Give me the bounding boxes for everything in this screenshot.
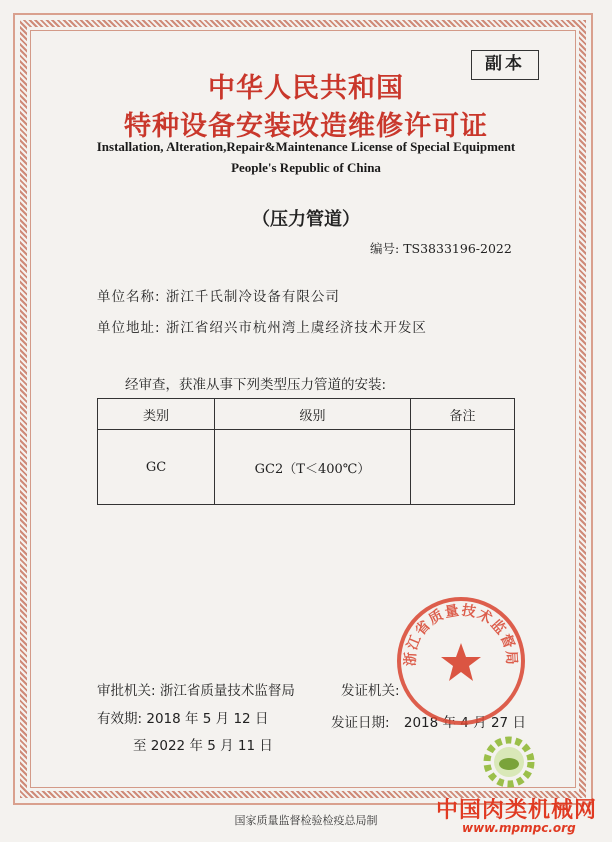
table-header-level: 级别 — [215, 399, 411, 430]
validity-from: 2018 年 5 月 12 日 — [146, 711, 269, 727]
seal-star-icon — [441, 643, 481, 681]
table-row — [98, 430, 515, 505]
copy-label: 副本 — [471, 50, 539, 80]
unit-name-value: 浙江千氏制冷设备有限公司 — [165, 289, 340, 305]
table-cell-remarks — [411, 430, 515, 505]
license-category: （压力管道） — [252, 209, 360, 230]
table-header-remarks: 备注 — [411, 399, 515, 430]
unit-address-label: 单位地址: — [97, 320, 161, 336]
table-header-row — [98, 399, 515, 430]
validity-label: 有效期: — [97, 711, 143, 727]
issue-date-value: 2018 年 4 月 27 日 — [403, 715, 526, 731]
approval-intro: 经审查，获准从事下列类型压力管道的安装: — [125, 377, 387, 393]
approval-authority-label: 审批机关: — [97, 683, 156, 699]
official-seal — [395, 595, 527, 727]
validity-to: 至 2022 年 5 月 11 日 — [133, 738, 273, 754]
issuing-authority-label: 发证机关: — [341, 683, 400, 699]
unit-name-row — [97, 285, 340, 305]
table-cell-type: GC — [98, 430, 215, 505]
approval-authority-row — [97, 679, 295, 699]
title-english-line1: Installation, Alteration,Repair&Maintenance License of Special Equipment — [96, 139, 516, 154]
license-number — [370, 239, 512, 257]
unit-address-value: 浙江省绍兴市杭州湾上虞经济技术开发区 — [165, 320, 427, 336]
title-english-line2: People's Republic of China — [231, 160, 381, 175]
license-number-label: 编号: — [370, 241, 400, 256]
watermark-gear-logo-icon — [480, 733, 538, 791]
license-number-value: TS3833196-2022 — [403, 241, 512, 256]
unit-address-row — [97, 316, 427, 336]
title-license: 特种设备安装改造维修许可证 — [124, 111, 488, 142]
seal-text: 浙江省质量技术监督局 — [402, 602, 520, 667]
watermark-site-name: 中国肉类机械网 — [436, 798, 598, 823]
title-country: 中华人民共和国 — [208, 73, 404, 104]
approval-authority-value: 浙江省质量技术监督局 — [159, 683, 295, 699]
footer-agency: 国家质量监督检验检疫总局制 — [234, 814, 378, 827]
table-cell-level: GC2（T＜400℃） — [215, 430, 411, 505]
validity-row — [97, 707, 268, 727]
table-header-type: 类别 — [98, 399, 215, 430]
unit-name-label: 单位名称: — [97, 289, 161, 305]
issue-date-label: 发证日期: — [331, 715, 390, 731]
watermark-url: www.mpmpc.org — [462, 821, 576, 835]
permit-table — [97, 398, 515, 505]
